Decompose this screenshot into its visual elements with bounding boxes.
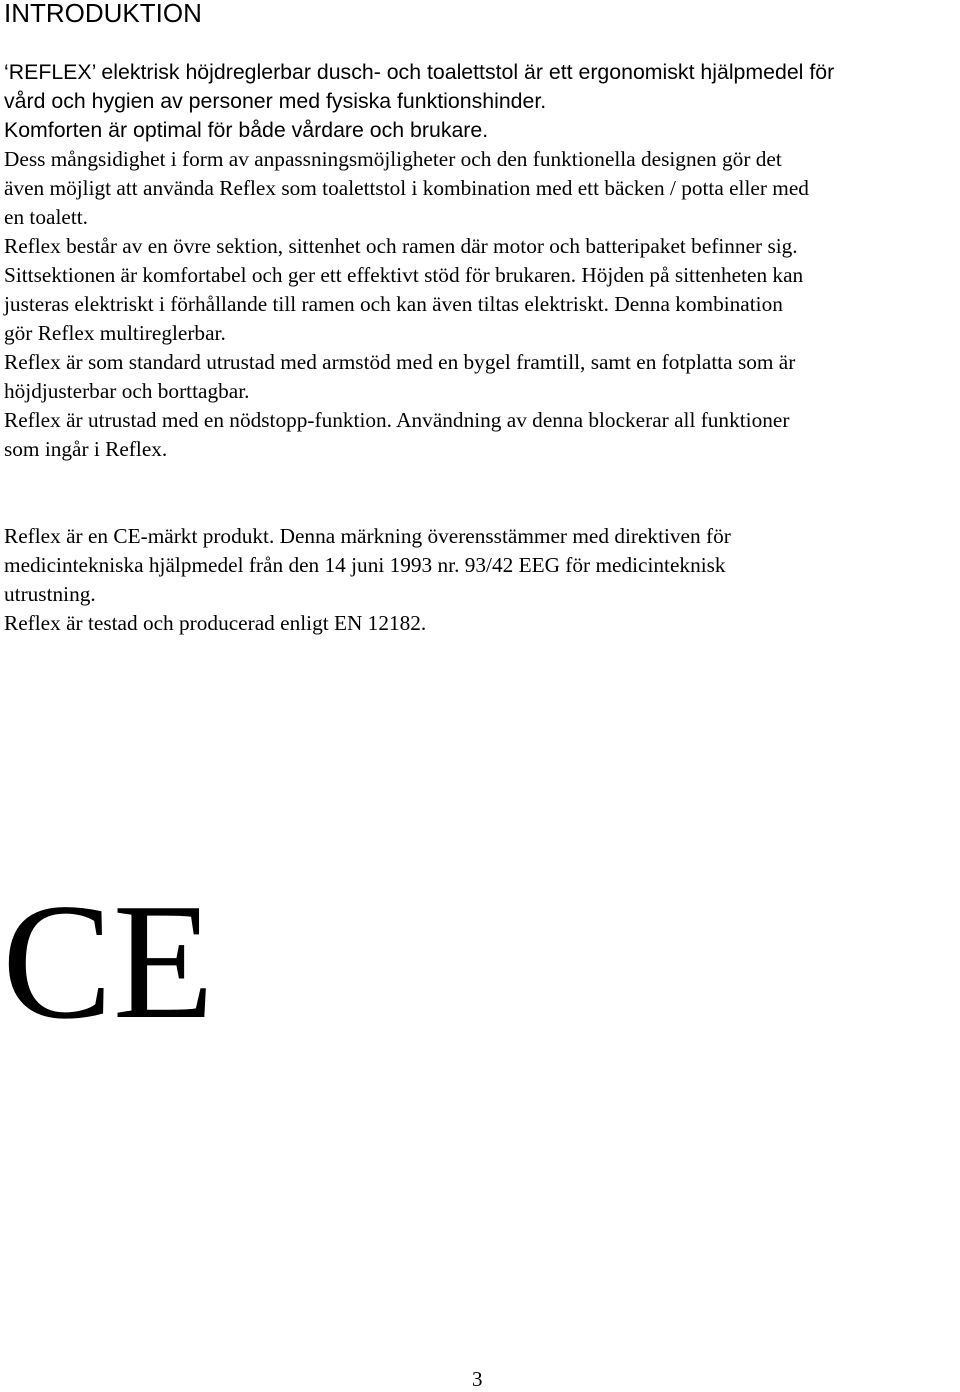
text-line: vård och hygien av personer med fysiska funktionshinder. bbox=[4, 89, 547, 113]
text-line: Reflex är testad och producerad enligt EN 12182. bbox=[4, 611, 427, 635]
text-line: Reflex är utrustad med en nödstopp-funktion. Användning av denna blockerar all funktioner bbox=[4, 408, 790, 432]
text-line: höjdjusterbar och borttagbar. bbox=[4, 379, 250, 403]
text-line: en toalett. bbox=[4, 205, 88, 229]
text-line: Komforten är optimal för både vårdare och brukare. bbox=[4, 118, 489, 142]
text-line: medicintekniska hjälpmedel från den 14 juni 1993 nr. 93/42 EEG för medicinteknisk bbox=[4, 553, 726, 577]
text-line: utrustning. bbox=[4, 582, 96, 606]
intro-paragraph bbox=[4, 58, 960, 232]
text-line: justeras elektriskt i förhållande till ramen och kan även tiltas elektriskt. Denna kombination bbox=[4, 292, 783, 316]
text-line: Reflex är som standard utrustad med armstöd med en bygel framtill, samt en fotplatta som är bbox=[4, 350, 796, 374]
text-line: gör Reflex multireglerbar. bbox=[4, 321, 226, 345]
text-line: Reflex består av en övre sektion, sittenhet och ramen där motor och batteripaket befinner sig. bbox=[4, 234, 798, 258]
page-heading: INTRODUKTION bbox=[4, 0, 202, 28]
text-line: Sittsektionen är komfortabel och ger ett effektivt stöd för brukaren. Höjden på sittenheten kan bbox=[4, 263, 804, 287]
text-line: som ingår i Reflex. bbox=[4, 437, 168, 461]
text-line: Dess mångsidighet i form av anpassningsmöjligheter och den funktionella designen gör det bbox=[4, 147, 782, 171]
text-line: även möjligt att använda Reflex som toalettstol i kombination med ett bäcken / potta eller med bbox=[4, 176, 809, 200]
text-line: ‘REFLEX’ elektrisk höjdreglerbar dusch- och toalettstol är ett ergonomiskt hjälpmedel för bbox=[4, 60, 835, 84]
certification-paragraph bbox=[4, 522, 960, 638]
ce-mark-logo: CE bbox=[2, 869, 215, 1053]
text-line: Reflex är en CE-märkt produkt. Denna märkning överensstämmer med direktiven för bbox=[4, 524, 731, 548]
page-number: 3 bbox=[472, 1367, 483, 1391]
description-paragraph bbox=[4, 232, 960, 464]
